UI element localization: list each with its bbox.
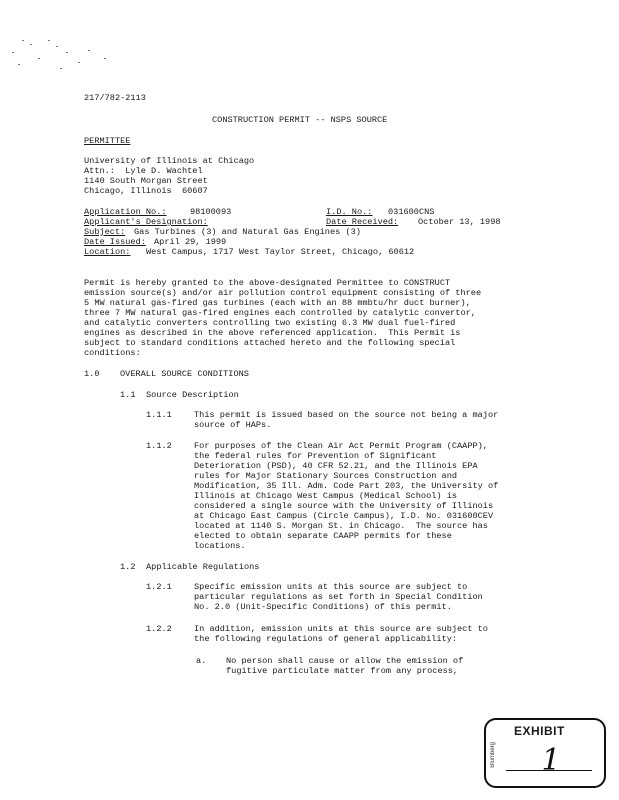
permittee-heading: PERMITTEE bbox=[84, 136, 131, 146]
item-number: 1.1.1 bbox=[146, 410, 172, 420]
intro-line: subject to standard conditions attached hereto and the following special bbox=[84, 338, 456, 348]
permittee-line: University of Illinois at Chicago bbox=[84, 156, 255, 166]
item-number: 1.2.2 bbox=[146, 624, 172, 634]
subsection-number: 1.1 bbox=[120, 390, 136, 400]
item-line: Deterioration (PSD), 40 CFR 52.21, and the Illinois EPA bbox=[194, 461, 478, 471]
exhibit-label: EXHIBIT bbox=[514, 724, 565, 738]
subsection-title: Applicable Regulations bbox=[146, 562, 260, 572]
list-marker: a. bbox=[196, 656, 207, 666]
section-number: 1.0 bbox=[84, 369, 100, 379]
intro-line: 5 MW natural gas-fired gas turbines (each with an 88 mmbtu/hr duct burner), bbox=[84, 298, 471, 308]
item-line: This permit is issued based on the source not being a major bbox=[194, 410, 499, 420]
exhibit-sticker bbox=[484, 718, 606, 788]
intro-line: engines as described in the above referenced application. This Permit is bbox=[84, 328, 461, 338]
item-number: 1.1.2 bbox=[146, 441, 172, 451]
subsection-number: 1.2 bbox=[120, 562, 136, 572]
item-line: rules for Major Stationary Sources Construction and bbox=[194, 471, 458, 481]
item-line: source of HAPs. bbox=[194, 420, 272, 430]
item-line: considered a single source with the University of Illinois bbox=[194, 501, 494, 511]
item-line: fugitive particulate matter from any process, bbox=[226, 666, 459, 676]
subsection-title: Source Description bbox=[146, 390, 239, 400]
item-line: located at 1140 S. Morgan St. in Chicago. The source has bbox=[194, 521, 488, 531]
location-value: West Campus, 1717 West Taylor Street, Chicago, 60612 bbox=[146, 247, 415, 257]
item-line: the federal rules for Prevention of Significant bbox=[194, 451, 437, 461]
item-number: 1.2.1 bbox=[146, 582, 172, 592]
subject-label: Subject: bbox=[84, 227, 126, 237]
item-line: Specific emission units at this source are subject to bbox=[194, 582, 468, 592]
document-title: CONSTRUCTION PERMIT -- NSPS SOURCE bbox=[212, 115, 388, 125]
item-line: particular regulations as set forth in Special Condition bbox=[194, 592, 483, 602]
item-line: elected to obtain separate CAAPP permits for these bbox=[194, 531, 452, 541]
date-received-label: Date Received: bbox=[326, 217, 399, 227]
id-no-label: I.D. No.: bbox=[326, 207, 373, 217]
designation-label: Applicant's Designation: bbox=[84, 217, 208, 227]
intro-line: conditions: bbox=[84, 348, 141, 358]
intro-line: three 7 MW natural gas-fired engines each controlled by catalytic convertor, bbox=[84, 308, 476, 318]
item-line: No. 2.0 (Unit-Specific Conditions) of this permit. bbox=[194, 602, 452, 612]
exhibit-brand: Blumberg bbox=[490, 742, 496, 768]
id-no-value: 031600CNS bbox=[388, 207, 435, 217]
date-issued-value: April 29, 1999 bbox=[154, 237, 227, 247]
intro-line: emission source(s) and/or air pollution control equipment consisting of three bbox=[84, 288, 482, 298]
subject-value: Gas Turbines (3) and Natural Gas Engines (3) bbox=[134, 227, 361, 237]
item-line: In addition, emission units at this source are subject to bbox=[194, 624, 488, 634]
permittee-line: 1140 South Morgan Street bbox=[84, 176, 208, 186]
intro-line: Permit is hereby granted to the above-designated Permittee to CONSTRUCT bbox=[84, 278, 451, 288]
item-line: No person shall cause or allow the emission of bbox=[226, 656, 464, 666]
item-line: at Chicago East Campus (Circle Campus), I.D. No. 031600CEV bbox=[194, 511, 494, 521]
exhibit-underline bbox=[506, 770, 592, 771]
intro-line: and catalytic converters controlling two existing 6.3 MW dual fuel-fired bbox=[84, 318, 456, 328]
permittee-line: Chicago, Illinois 60607 bbox=[84, 186, 208, 196]
exhibit-number: 1 bbox=[541, 743, 561, 778]
date-issued-label: Date Issued: bbox=[84, 237, 146, 247]
permittee-line: Attn.: Lyle D. Wachtel bbox=[84, 166, 203, 176]
item-line: Modification, 35 Ill. Adm. Code Part 203, the University of bbox=[194, 481, 499, 491]
date-received-value: October 13, 1998 bbox=[418, 217, 501, 227]
location-label: Location: bbox=[84, 247, 131, 257]
item-line: the following regulations of general applicability: bbox=[194, 634, 458, 644]
application-no-label: Application No.: bbox=[84, 207, 167, 217]
phone-number: 217/782-2113 bbox=[84, 93, 146, 103]
item-line: Illinois at Chicago West Campus (Medical School) is bbox=[194, 491, 458, 501]
item-line: locations. bbox=[194, 541, 246, 551]
section-title: OVERALL SOURCE CONDITIONS bbox=[120, 369, 249, 379]
application-no-value: 98100093 bbox=[190, 207, 232, 217]
item-line: For purposes of the Clean Air Act Permit Program (CAAPP), bbox=[194, 441, 488, 451]
